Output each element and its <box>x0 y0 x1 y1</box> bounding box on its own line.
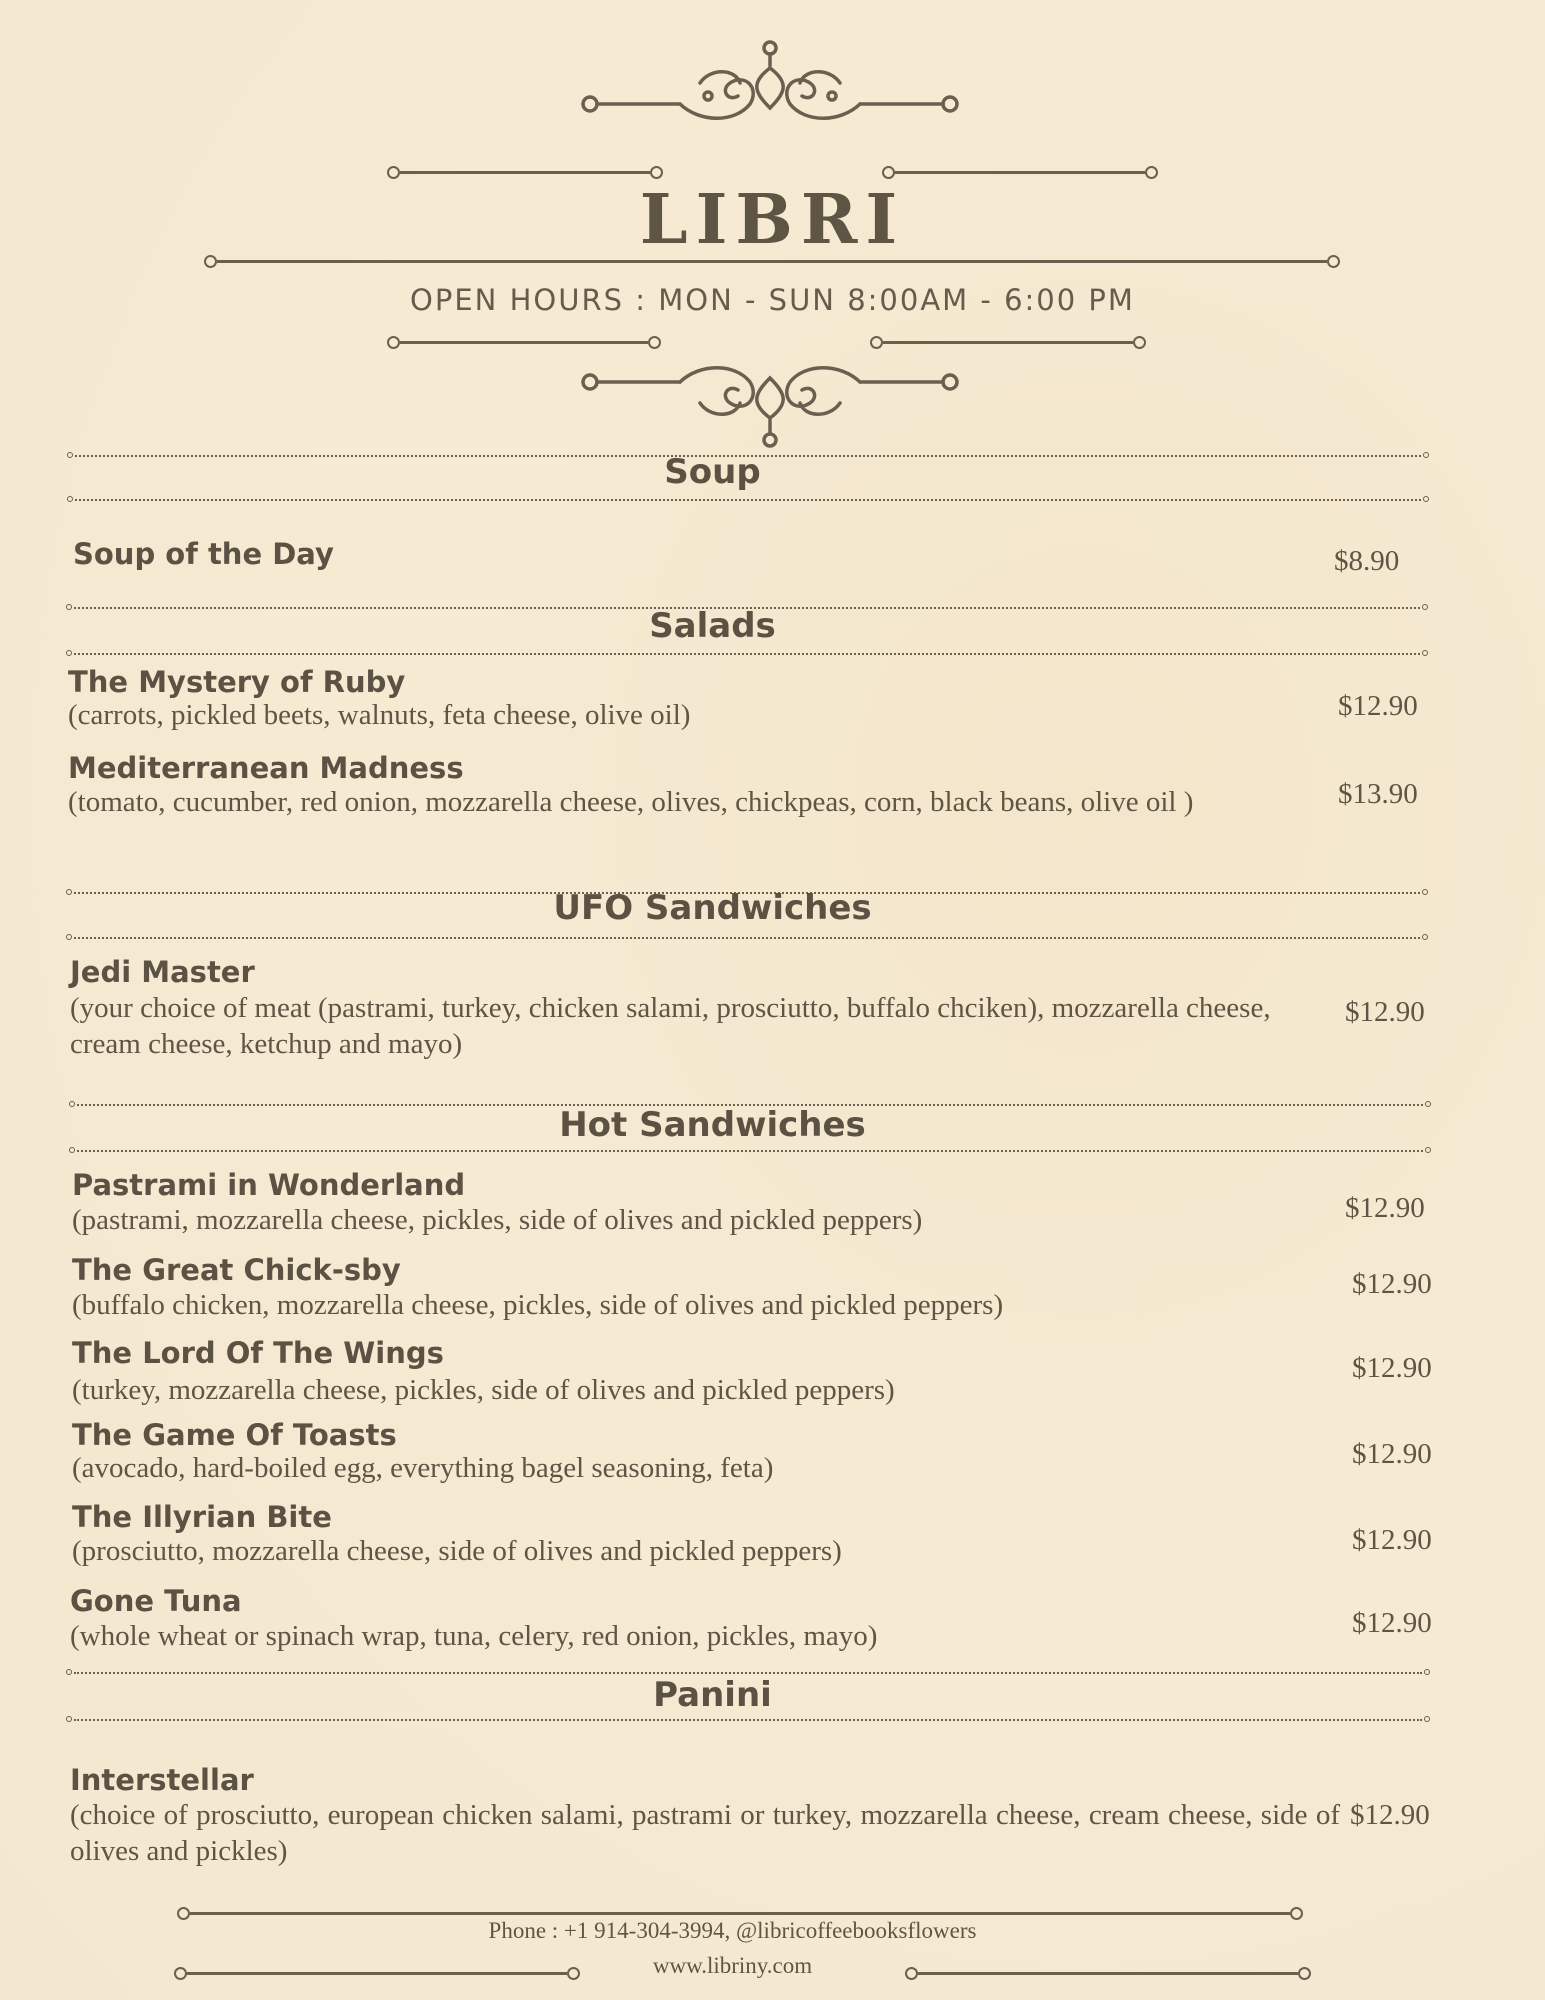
section-title-salads: Salads <box>649 606 776 646</box>
item-name: Interstellar <box>70 1763 254 1797</box>
item-name: Mediterranean Madness <box>68 751 464 785</box>
item-price: $12.90 <box>1338 690 1418 722</box>
item-price: $12.90 <box>1352 1268 1432 1300</box>
item-price: $12.90 <box>1352 1438 1432 1470</box>
item-name: The Illyrian Bite <box>72 1500 332 1534</box>
soup-divider-bottom <box>75 499 1421 501</box>
salads-divider-bottom <box>74 653 1420 655</box>
section-title-panini: Panini <box>653 1675 772 1715</box>
header-rule-bottom-right <box>883 341 1133 344</box>
footer-rule-top <box>190 1912 1290 1915</box>
item-description: (avocado, hard-boiled egg, everything bagel seasoning, feta) <box>72 1452 774 1484</box>
section-title-ufo-sandwiches: UFO Sandwiches <box>553 888 872 928</box>
footer-contact: Phone : +1 914-304-3994, @libricoffeebooksflowers <box>488 1918 977 1943</box>
item-name: The Great Chick-sby <box>72 1253 401 1287</box>
item-price: $8.90 <box>1334 545 1400 577</box>
page-title: LIBRI <box>639 180 906 260</box>
item-price: $13.90 <box>1338 778 1418 810</box>
open-hours: OPEN HOURS : MON - SUN 8:00AM - 6:00 PM <box>410 283 1135 317</box>
footer-website: www.libriny.com <box>652 1953 813 1978</box>
item-description: (whole wheat or spinach wrap, tuna, celery, red onion, pickles, mayo) <box>70 1620 878 1652</box>
item-name: The Game Of Toasts <box>72 1418 397 1452</box>
item-name: Gone Tuna <box>70 1584 242 1618</box>
ufo-divider-bottom <box>74 937 1420 939</box>
item-description: (your choice of meat (pastrami, turkey, chicken salami, prosciutto, buffalo chciken), mozzarella cheese, cream cheese, ketchup and mayo) <box>70 992 1271 1060</box>
item-description: (buffalo chicken, mozzarella cheese, pickles, side of olives and pickled peppers) <box>72 1289 1004 1321</box>
item-name: The Mystery of Ruby <box>68 665 406 699</box>
item-price: $12.90 <box>1350 1799 1430 1831</box>
hot-divider-bottom <box>77 1150 1423 1152</box>
section-title-hot-sandwiches: Hot Sandwiches <box>559 1105 866 1145</box>
item-price: $12.90 <box>1345 1192 1425 1224</box>
item-description: (tomato, cucumber, red onion, mozzarella cheese, olives, chickpeas, corn, black beans, olive oil ) <box>68 786 1194 818</box>
bottom-flourish-icon <box>570 358 970 458</box>
panini-divider-bottom <box>74 1719 1422 1721</box>
item-description: (carrots, pickled beets, walnuts, feta cheese, olive oil) <box>68 699 691 731</box>
footer-rule-bottom-right <box>918 1972 1298 1975</box>
section-title-soup: Soup <box>664 452 761 492</box>
item-price: $12.90 <box>1352 1524 1432 1556</box>
header-rule-long <box>217 260 1327 263</box>
item-description: (prosciutto, mozzarella cheese, side of olives and pickled peppers) <box>72 1535 842 1567</box>
item-description: (turkey, mozzarella cheese, pickles, side of olives and pickled peppers) <box>72 1374 895 1406</box>
header-rule-top-right <box>895 171 1145 174</box>
item-name: Soup of the Day <box>73 537 334 571</box>
panini-divider-top <box>74 1672 1422 1674</box>
header-rule-bottom-left <box>400 341 648 344</box>
item-name: Pastrami in Wonderland <box>72 1168 466 1202</box>
item-name: The Lord Of The Wings <box>72 1336 444 1370</box>
top-flourish-icon <box>570 38 970 128</box>
item-price: $12.90 <box>1345 996 1425 1028</box>
item-description: (pastrami, mozzarella cheese, pickles, side of olives and pickled peppers) <box>72 1204 923 1236</box>
item-price: $12.90 <box>1352 1607 1432 1639</box>
header-rule-top-left <box>400 171 650 174</box>
item-name: Jedi Master <box>70 955 255 989</box>
item-description: (choice of prosciutto, european chicken salami, pastrami or turkey, mozzarella cheese, cream cheese, side of olives and pickles) <box>70 1799 1340 1867</box>
item-price: $12.90 <box>1352 1352 1432 1384</box>
